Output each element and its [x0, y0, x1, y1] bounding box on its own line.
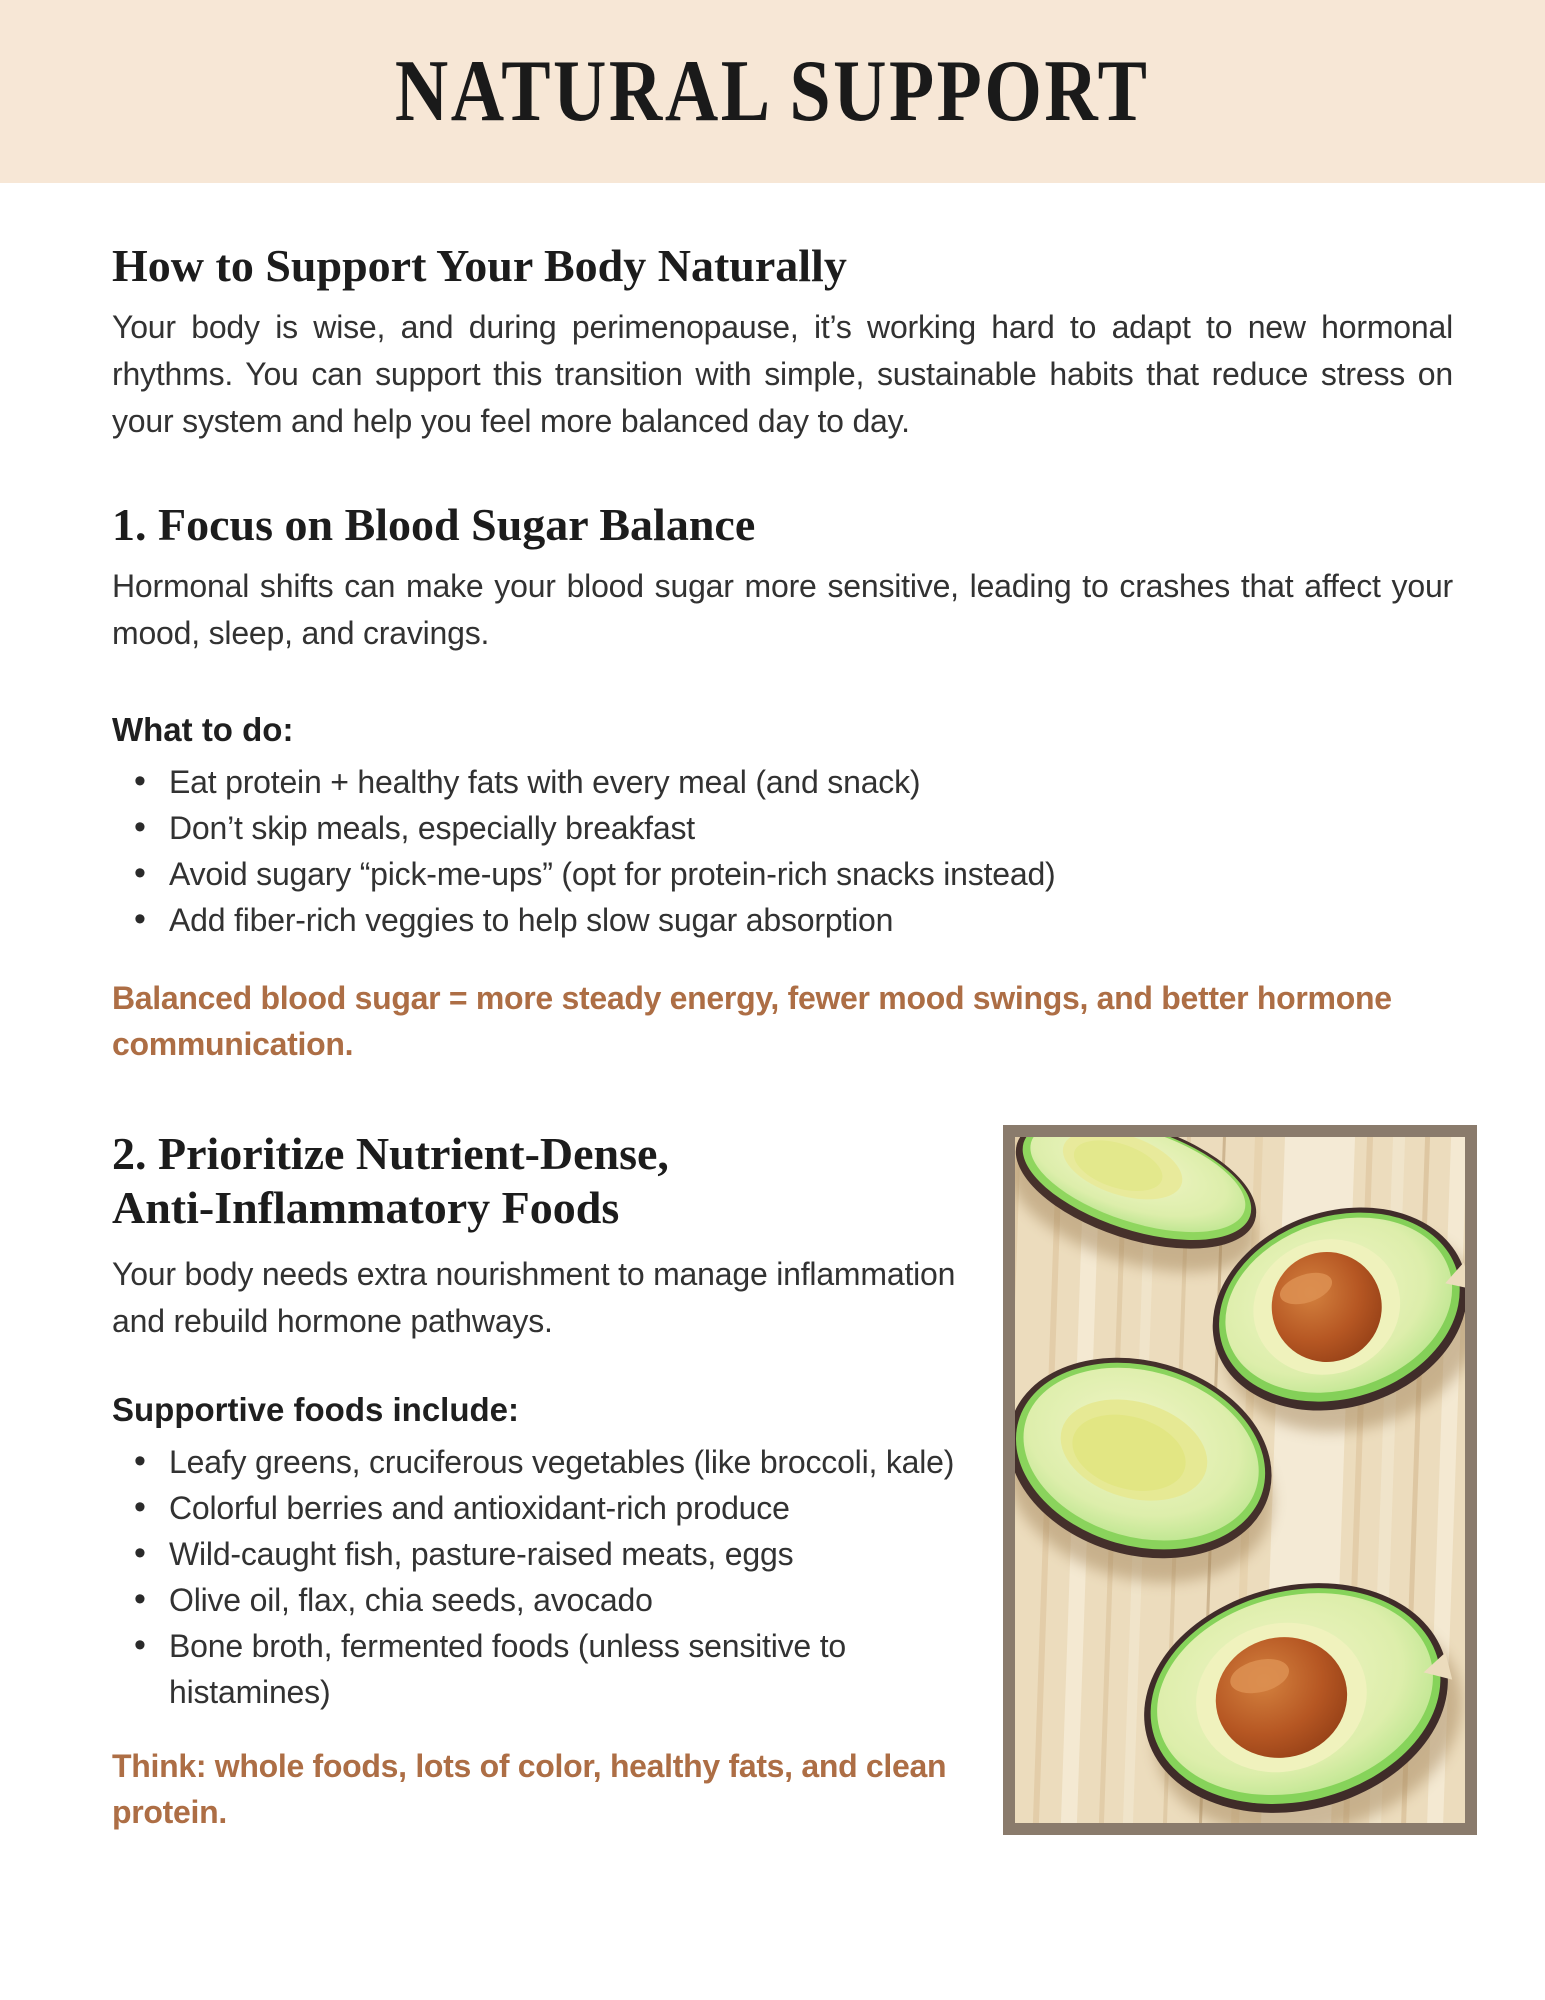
list-item [112, 1623, 970, 1715]
page-title: NATURAL SUPPORT [395, 43, 1150, 140]
list-item-text: Wild-caught fish, pasture-raised meats, eggs [169, 1536, 794, 1572]
list-item [112, 759, 1453, 805]
avocado-photo-illustration [1015, 1137, 1465, 1823]
list-item [112, 1439, 970, 1485]
list-item-text: Avoid sugary “pick-me-ups” (opt for protein-rich snacks instead) [169, 856, 1056, 892]
list-item [112, 805, 1453, 851]
section1-heading: 1. Focus on Blood Sugar Balance [112, 499, 756, 550]
list-item-text: Leafy greens, cruciferous vegetables (like broccoli, kale) [169, 1444, 955, 1480]
list-item-text: Olive oil, flax, chia seeds, avocado [169, 1582, 653, 1618]
list-item [112, 897, 1453, 943]
page-content [0, 238, 1545, 1835]
list-item-text: Bone broth, fermented foods (unless sensitive to histamines) [169, 1628, 847, 1710]
list-item-text: Add fiber-rich veggies to help slow sugar absorption [169, 902, 894, 938]
section2-paragraph: Your body needs extra nourishment to manage inflammation and rebuild hormone pathways. [112, 1256, 956, 1339]
section2-list-label: Supportive foods include: [112, 1391, 520, 1428]
list-item-text: Colorful berries and antioxidant-rich produce [169, 1490, 790, 1526]
list-item [112, 1485, 970, 1531]
section2-text-column [112, 1125, 970, 1835]
section2-row [112, 1125, 1477, 1835]
section2-callout: Think: whole foods, lots of color, healthy fats, and clean protein. [112, 1748, 947, 1830]
avocado-photo [1003, 1125, 1477, 1835]
list-item-text: Eat protein + healthy fats with every meal (and snack) [169, 764, 921, 800]
list-item-text: Don’t skip meals, especially breakfast [169, 810, 695, 846]
intro-heading: How to Support Your Body Naturally [112, 240, 847, 291]
intro-paragraph: Your body is wise, and during perimenopause, it’s working hard to adapt to new hormonal rhythms. You can support this transition with simple, sustainable habits that reduce stress on your system and help you feel more balanced day to day. [112, 309, 1453, 439]
section1-list-label: What to do: [112, 711, 294, 748]
section1-callout: Balanced blood sugar = more steady energy, fewer mood swings, and better hormone communication. [112, 980, 1392, 1062]
list-item [112, 1577, 970, 1623]
section1-paragraph: Hormonal shifts can make your blood sugar more sensitive, leading to crashes that affect your mood, sleep, and cravings. [112, 568, 1453, 651]
title-banner [0, 0, 1545, 183]
section2-heading-line2: Anti-Inflammatory Foods [112, 1182, 620, 1233]
section2-bullet-list [112, 1439, 970, 1715]
section1-bullet-list [112, 759, 1453, 943]
section2-heading-line1: 2. Prioritize Nutrient-Dense, [112, 1128, 669, 1179]
section2-heading [112, 1127, 970, 1235]
list-item [112, 851, 1453, 897]
list-item [112, 1531, 970, 1577]
